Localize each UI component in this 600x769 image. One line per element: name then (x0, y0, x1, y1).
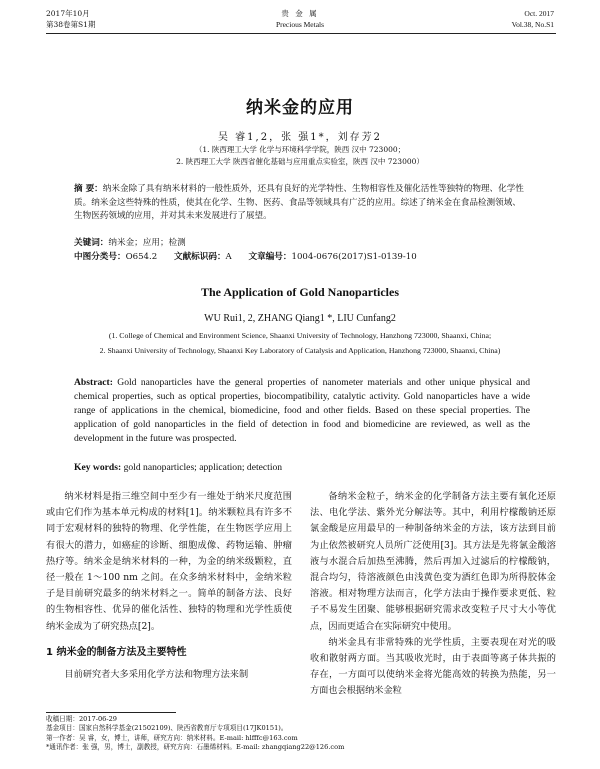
affiliation-cn-2: 2. 陕西理工大学 陕西省催化基础与应用重点实验室，陕西 汉中 723000） (176, 157, 424, 166)
abstract-en-label: Abstract: (74, 377, 113, 388)
authors-en: WU Rui1, 2, ZHANG Qiang1 *, LIU Cunfang2 (204, 313, 396, 324)
abstract-cn (74, 183, 526, 224)
footnote-first-author: 第一作者：吴 睿，女，博士，讲师，研究方向：纳米材料。E-mail: hlfffc@163.com (46, 733, 298, 742)
body-paragraph: 纳米材料是指三维空间中至少有一维处于纳米尺度范围或由它们作为基本单元构成的材料[1]。纳米颗粒具有许多不同于宏观材料的独特的物理、化学性能，在生物医学应用上有很大的潜力，如癌症的诊断、细胞成像、药物运输、肿瘤热疗等。纳米金是纳米材料的一种，为金的纳米级颗粒，直径一般在 1～100 nm 之间。在众多纳米材料中，金纳米粒子是目前研究最多的纳米材料之一。简单的制备方法、良好的生物相容性、优异的催化活性、独特的物理和光学性质使纳米金成为了研究热点[2]。 (46, 491, 292, 632)
header-journal-en: Precious Metals (275, 20, 325, 29)
clc-label: 中图分类号： (74, 252, 126, 262)
body-paragraph: 备纳米金粒子，纳米金的化学制备方法主要有氧化还原法、电化学法、紫外光分解法等。其中，利用柠檬酸钠还原氯金酸是应用最早的一种制备纳米金的方法，该方法到目前为止依然被研究人员所广泛使用[3]。其方法是先将氯金酸溶液与水混合后加热至沸腾，然后再加入过滤后的柠檬酸钠，混合均匀，待溶液颜色由浅黄色变为酒红色即为所得胶体金溶液。相对物理方法而言，化学方法由于操作要求更低、粒子不易发生团聚、能够根据研究需求改变粒子尺寸大小等优点，因而更适合在实际研究中使用。 (310, 491, 556, 632)
doc-code-value: A (225, 252, 232, 262)
body-column-right (310, 489, 556, 700)
header-volume-cn: 第38卷第S1期 (46, 20, 96, 29)
body-column-left (46, 489, 292, 683)
clc-value: O654.2 (125, 252, 158, 262)
keywords-en-label: Key words: (74, 462, 122, 473)
paper-title-en: The Application of Gold Nanoparticles (200, 285, 400, 299)
keywords-cn (74, 237, 526, 251)
keywords-cn-label: 关键词： (74, 238, 109, 248)
keywords-en-text: gold nanoparticles; application; detection (123, 462, 283, 473)
affiliation-en-2: 2. Shaanxi University of Technology, Shaanxi Key Laboratory of Catalysis and Application, Hanzhong 723000, Shaanxi, China) (99, 346, 501, 355)
keywords-cn-text: 纳米金；应用；检测 (108, 238, 186, 248)
footnote-received: 收稿日期：2017-06-29 (46, 715, 117, 723)
footnote-funding: 基金项目：国家自然科学基金(21502109)、陕西省教育厅专项项目(17JK0151)。 (46, 724, 288, 733)
section-heading: 1 纳米金的制备方法及主要特性 (46, 646, 187, 658)
doc-code-label: 文献标识码： (173, 252, 226, 262)
abstract-en-text: Gold nanoparticles have the general properties of nanometer materials and other unique physical and chemical properties, such as optical properties, biocompatibility, catalytic activity. Gold nanoparticles have a wide range of applications in the chemical, biomedicine, food and other fields. Based on these special properties. The application of gold nanoparticles in the field of detection in food and biomedicine are reviewed, as well as the development in the future was prospected. (74, 377, 530, 445)
article-number-value: 1004-0676(2017)S1-0139-10 (291, 252, 417, 262)
classification-cn (74, 251, 526, 265)
body-paragraph: 纳米金具有非常特殊的光学性质，主要表现在对光的吸收和散射两方面。当其吸收光时，由于表面等离子体共振的存在，一方面可以使纳米金将光能高效的转换为热能，另一方面也会根据纳米金粒 (310, 636, 556, 697)
authors-cn: 吴 睿1,2，张 强1*，刘存芳2 (218, 132, 382, 143)
abstract-cn-text: 纳米金除了具有纳米材料的一般性质外，还具有良好的光学特性、生物相容性及催化活性等独特的物理、化学性质。纳米金这些特殊的性质，使其在化学、生物、医药、食品等领域具有广泛的应用。综述了纳米金在食品检测领域、生物医药领域的应用，并对其未来发展进行了展望。 (74, 184, 524, 221)
header-date-cn: 2017年10月 (46, 9, 90, 18)
footnote-corresponding-author: *通讯作者：张 强，男，博士，副教授，研究方向：石墨烯材料。E-mail: zhangqiang22@126.com (46, 743, 345, 752)
keywords-en (74, 461, 530, 475)
footnote-rule (46, 712, 176, 713)
article-number-label: 文章编号： (248, 252, 292, 262)
header-date-en: Oct. 2017 (524, 9, 554, 18)
paper-title-cn: 纳米金的应用 (246, 98, 354, 118)
footnotes (46, 715, 556, 753)
affiliation-cn-1: （1. 陕西理工大学 化学与环境科学学院，陕西 汉中 723000； (194, 145, 406, 154)
abstract-cn-label: 摘 要： (74, 184, 103, 194)
header-journal-cn: 贵 金 属 (281, 9, 319, 18)
header-volume-en: Vol.38, No.S1 (511, 20, 554, 29)
header-rule (46, 33, 556, 34)
affiliation-en-1: (1. College of Chemical and Environment Science, Shaanxi University of Technology, Hanzhong 723000, Shaanxi, China; (108, 331, 492, 340)
body-paragraph: 目前研究者大多采用化学方法和物理方法来制 (64, 669, 249, 681)
abstract-en (74, 376, 530, 446)
